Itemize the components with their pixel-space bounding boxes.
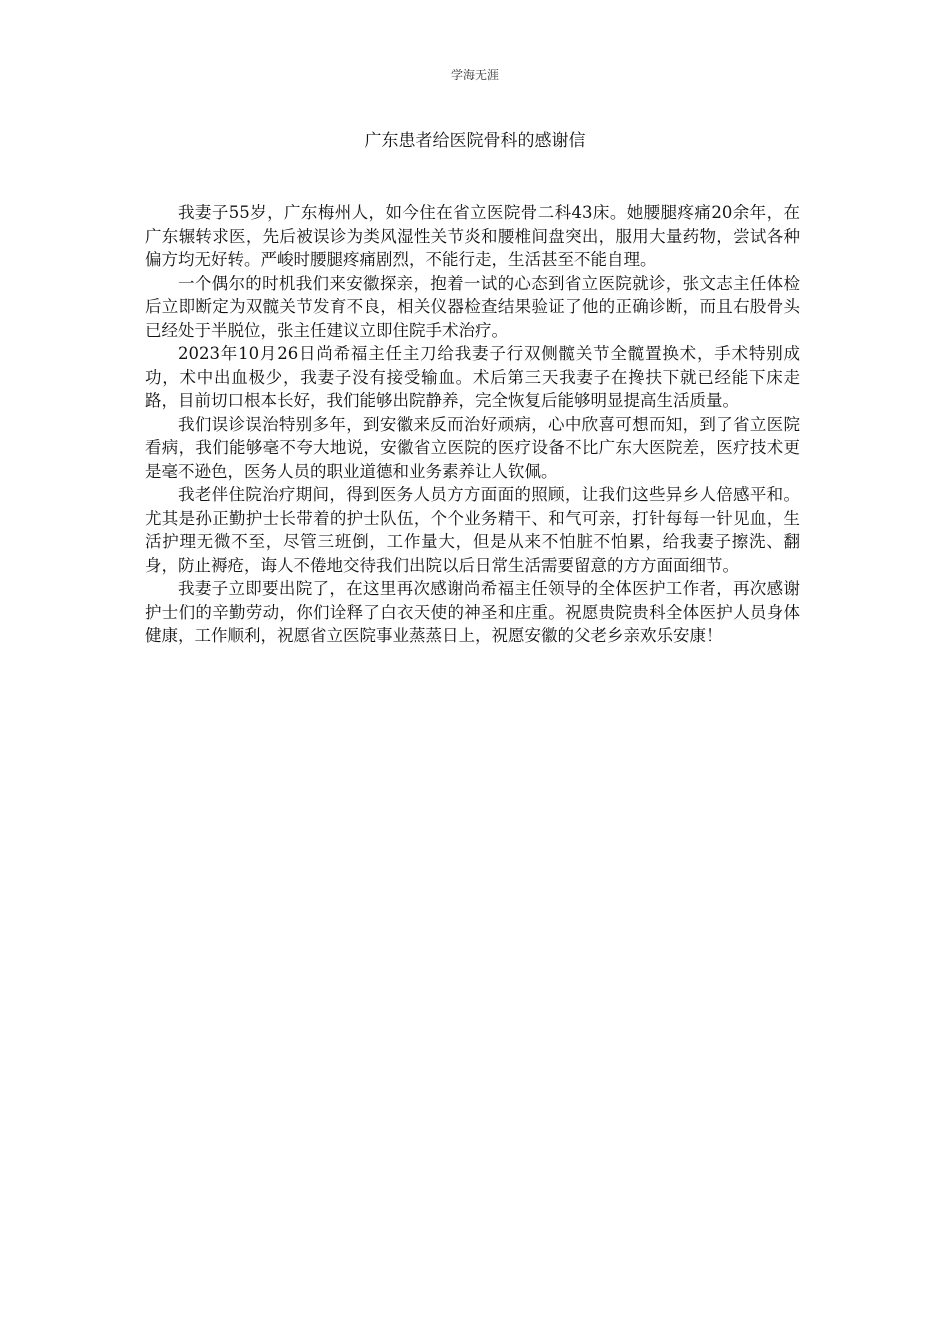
paragraph: 我老伴住院治疗期间，得到医务人员方方面面的照顾，让我们这些异乡人倍感平和。尤其是孙正勤护士长带着的护士队伍，个个业务精干、和气可亲，打针每每一针见血，生活护理无微不至，尽管三班倒，工作量大，但是从来不怕脏不怕累，给我妻子擦洗、翻身，防止褥疮，诲人不倦地交待我们出院以后日常生活需要留意的方方面面细节。 xyxy=(145,485,800,575)
paragraph: 我们误诊误治特别多年，到安徽来反而治好顽病，心中欣喜可想而知，到了省立医院看病，我们能够毫不夸大地说，安徽省立医院的医疗设备不比广东大医院差，医疗技术更是毫不逊色，医务人员的职业道德和业务素养让人钦佩。 xyxy=(145,414,800,481)
letter-body xyxy=(145,201,800,648)
paragraph: 2023年10月26日尚希福主任主刀给我妻子行双侧髋关节全髋置换术，手术特别成功，术中出血极少，我妻子没有接受输血。术后第三天我妻子在搀扶下就已经能下床走路，目前切口根本长好，我们能够出院静养，完全恢复后能够明显提高生活质量。 xyxy=(145,344,800,410)
page-header: 学海无涯 xyxy=(450,68,499,82)
paragraph: 一个偶尔的时机我们来安徽探亲，抱着一试的心态到省立医院就诊，张文志主任体检后立即断定为双髋关节发育不良，相关仪器检查结果验证了他的正确诊断，而且右股骨头已经处于半脱位，张主任建议立即住院手术治疗。 xyxy=(145,273,800,340)
letter-title: 广东患者给医院骨科的感谢信 xyxy=(364,131,586,151)
paragraph: 我妻子55岁，广东梅州人，如今住在省立医院骨二科43床。她腰腿疼痛20余年，在广东辗转求医，先后被误诊为类风湿性关节炎和腰椎间盘突出，服用大量药物，尝试各种偏方均无好转。严峻时腰腿疼痛剧烈，不能行走，生活甚至不能自理。 xyxy=(145,203,800,269)
paragraph: 我妻子立即要出院了，在这里再次感谢尚希福主任领导的全体医护工作者，再次感谢护士们的辛勤劳动，你们诠释了白衣天使的神圣和庄重。祝愿贵院贵科全体医护人员身体健康，工作顺利，祝愿省立医院事业蒸蒸日上，祝愿安徽的父老乡亲欢乐安康！ xyxy=(145,579,800,645)
